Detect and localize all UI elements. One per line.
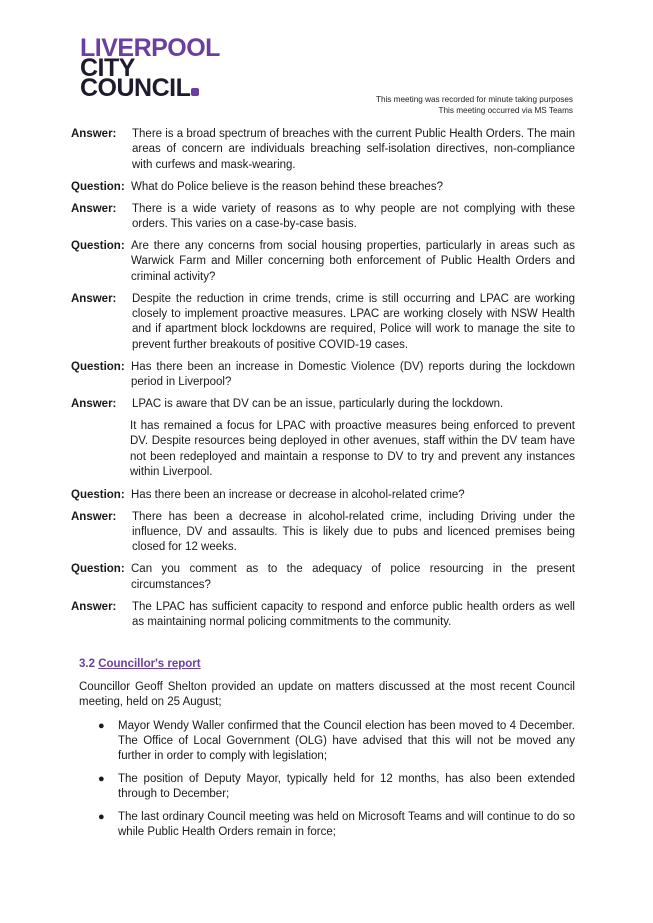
logo-line-3-text: COUNCIL [80, 74, 191, 102]
bullet-dot-icon: ● [98, 719, 105, 732]
logo-line-3 [80, 74, 220, 102]
question-text: What do Police believe is the reason behind these breaches? [131, 180, 443, 193]
question-text: Has there been an increase or decrease in alcohol-related crime? [131, 488, 465, 501]
answer-block [71, 510, 575, 556]
bullet-text: Mayor Wendy Waller confirmed that the Council election has been moved to 4 December. The Office of Local Government (OLG) have advised that this will not be moved any further in order to comply with legislation; [118, 719, 575, 763]
list-item [79, 810, 575, 841]
logo-dot [191, 88, 199, 96]
answer-label: Answer: [71, 128, 117, 140]
meeting-meta [376, 95, 573, 116]
councillor-report-section [79, 657, 575, 840]
question-label: Question: [71, 563, 125, 576]
question-block [71, 562, 575, 593]
answer-text: The LPAC has sufficient capacity to respond and enforce public health orders as well as maintaining normal policing commitments to the community. [132, 600, 575, 628]
council-logo [80, 34, 220, 102]
meta-recorded: This meeting was recorded for minute taking purposes [375, 95, 573, 104]
question-label: Question: [71, 488, 125, 501]
bullet-dot-icon: ● [98, 810, 105, 823]
answer-text: There has been a decrease in alcohol-related crime, including Driving under the influence, DV and assaults. This is likely due to pubs and licenced premises being closed for 12 weeks. [132, 510, 575, 554]
bullet-list [79, 719, 575, 841]
question-text: Are there any concerns from social housing properties, particularly in areas such as Warwick Farm and Miller concerning both enforcement of Public Health Orders and criminal activity? [131, 239, 575, 283]
answer-text: Despite the reduction in crime trends, crime is still occurring and LPAC are working closely to implement proactive measures. LPAC are working closely with NSW Health and if apartment block lockdowns are required, Police will work to manage the site to prevent further breakouts of positive COVID-19 cases. [132, 292, 575, 351]
answer-block [71, 600, 575, 631]
question-block [71, 360, 575, 391]
question-label: Question: [71, 239, 125, 252]
question-block [71, 488, 575, 503]
answer-label: Answer: [71, 202, 117, 215]
meta-teams: This meeting occurred via MS Teams [438, 105, 573, 115]
logo-line-2: CITY [80, 54, 135, 82]
answer-label: Answer: [71, 510, 117, 523]
answer-block [71, 127, 575, 173]
question-block [71, 180, 575, 195]
question-block [71, 239, 575, 285]
bullet-text: The last ordinary Council meeting was held on Microsoft Teams and will continue to do so while Public Health Orders remain in force; [118, 810, 575, 839]
question-text: Has there been an increase in Domestic Violence (DV) reports during the lockdown period in Liverpool? [131, 360, 575, 389]
bullet-text: The position of Deputy Mayor, typically held for 12 months, has also been extended through to December; [118, 772, 575, 801]
section-number: 3.2 [79, 658, 95, 671]
answer-continuation: It has remained a focus for LPAC with proactive measures being enforced to prevent DV. Despite resources being deployed in other avenues, staff within the DV team have not been redeployed and maintain a response to DV to try and prevent any instances within Liverpool. [130, 420, 575, 479]
section-title: Councillor's report [98, 658, 201, 671]
logo-line-1: LIVERPOOL [80, 34, 220, 62]
minutes-content [71, 127, 575, 847]
answer-block [71, 292, 575, 354]
answer-label: Answer: [71, 600, 117, 613]
answer-text: There is a wide variety of reasons as to why people are not complying with these orders. This varies on a case-by-case basis. [132, 202, 575, 231]
answer-text: LPAC is aware that DV can be an issue, particularly during the lockdown. [132, 398, 504, 411]
answer-label: Answer: [71, 398, 117, 411]
section-intro: Councillor Geoff Shelton provided an update on matters discussed at the most recent Council meeting, held on 25 August; [79, 680, 575, 709]
list-item [79, 772, 575, 803]
question-label: Question: [71, 180, 125, 193]
section-heading [79, 657, 575, 672]
bullet-dot-icon: ● [98, 772, 105, 785]
question-label: Question: [71, 360, 125, 373]
question-text: Can you comment as to the adequacy of police resourcing in the present circumstances? [131, 563, 575, 591]
answer-text: There is a broad spectrum of breaches with the current Public Health Orders. The main areas of concern are individuals breaching self-isolation directives, non-compliance with curfews and mask-wearing. [132, 128, 575, 171]
answer-label: Answer: [71, 292, 117, 305]
list-item [79, 719, 575, 765]
answer-block [71, 202, 575, 233]
answer-block [71, 397, 575, 412]
